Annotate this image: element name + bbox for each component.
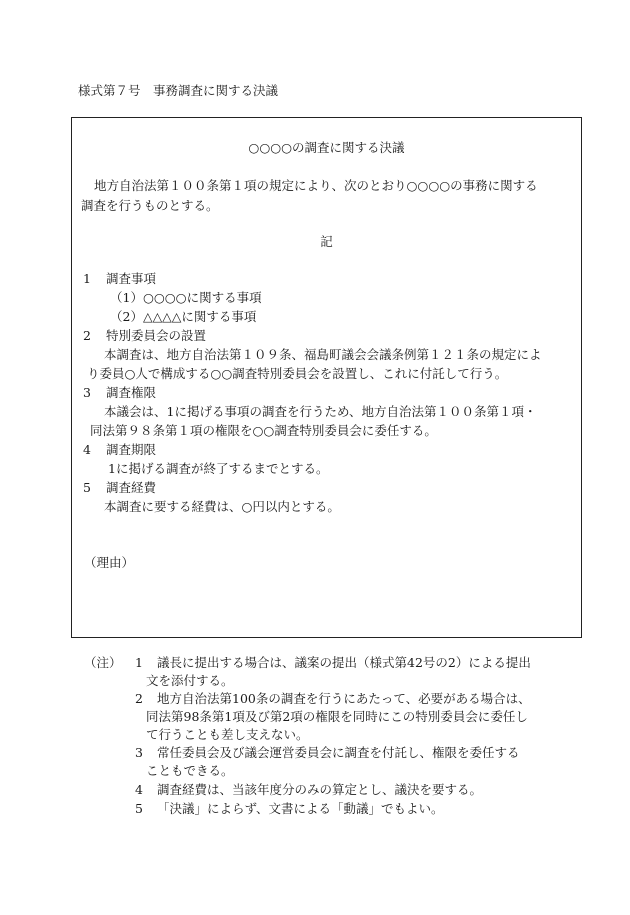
note-2-line-1: 地方自治法第100条の調査を行うにあたって、必要がある場合は、 <box>157 691 531 706</box>
section-number-4: 4 <box>83 442 91 457</box>
s4-text: 1に掲げる調査が終了するまでとする。 <box>108 461 329 476</box>
ki-heading: 記 <box>320 234 333 249</box>
note-number-1: 1 <box>135 655 143 670</box>
s5-text: 本調査に要する経費は、○円以内とする。 <box>104 499 340 514</box>
s1-item-2: （2）△△△△に関する事項 <box>110 309 257 324</box>
section-number-2: 2 <box>83 328 91 343</box>
section-heading-4: 調査期限 <box>106 442 157 457</box>
note-number-4: 4 <box>135 782 143 797</box>
s3-text-1: 本議会は、1に掲げる事項の調査を行うため、地方自治法第１００条第１項・ <box>104 404 537 419</box>
section-number-5: 5 <box>83 480 91 495</box>
section-number-3: 3 <box>83 385 91 400</box>
section-number-1: 1 <box>83 271 91 286</box>
note-number-3: 3 <box>135 745 143 760</box>
s1-item-1: （1）○○○○に関する事項 <box>110 290 262 305</box>
note-3-line-1: 常任委員会及び議会運営委員会に調査を付託し、権限を委任する <box>157 745 520 760</box>
section-heading-5: 調査経費 <box>106 480 157 495</box>
intro-line-1: 地方自治法第１００条第１項の規定により、次のとおり○○○○の事務に関する <box>94 178 538 193</box>
notes-label: （注） <box>84 655 122 670</box>
section-heading-3: 調査権限 <box>106 385 157 400</box>
note-5-line-1: 「決議」によらず、文書による「動議」でもよい。 <box>157 801 444 816</box>
note-number-2: 2 <box>135 691 143 706</box>
s2-text-2: り委員○人で構成する○○調査特別委員会を設置し、これに付託して行う。 <box>87 366 508 381</box>
note-1-line-1: 議長に提出する場合は、議案の提出（様式第42号の2）による提出 <box>157 655 531 670</box>
note-number-5: 5 <box>135 801 143 816</box>
intro-line-2: 調査を行うものとする。 <box>81 198 219 213</box>
s2-text-1: 本調査は、地方自治法第１０９条、福島町議会会議条例第１２１条の規定によ <box>104 347 542 362</box>
note-4-line-1: 調査経費は、当該年度分のみの算定とし、議決を要する。 <box>157 782 483 797</box>
section-heading-2: 特別委員会の設置 <box>106 328 207 343</box>
reason-label: （理由） <box>84 555 135 570</box>
note-2-line-3: て行うことも差し支えない。 <box>146 727 309 742</box>
note-3-line-2: こともできる。 <box>146 763 234 778</box>
note-1-line-2: 文を添付する。 <box>146 673 234 688</box>
note-2-line-2: 同法第98条第1項及び第2項の権限を同時にこの特別委員会に委任し <box>146 709 528 724</box>
section-heading-1: 調査事項 <box>106 271 157 286</box>
s3-text-2: 同法第９８条第１項の権限を○○調査特別委員会に委任する。 <box>90 423 437 438</box>
form-label: 様式第７号 事務調査に関する決議 <box>78 83 279 98</box>
resolution-title: ○○○○の調査に関する決議 <box>248 140 405 155</box>
